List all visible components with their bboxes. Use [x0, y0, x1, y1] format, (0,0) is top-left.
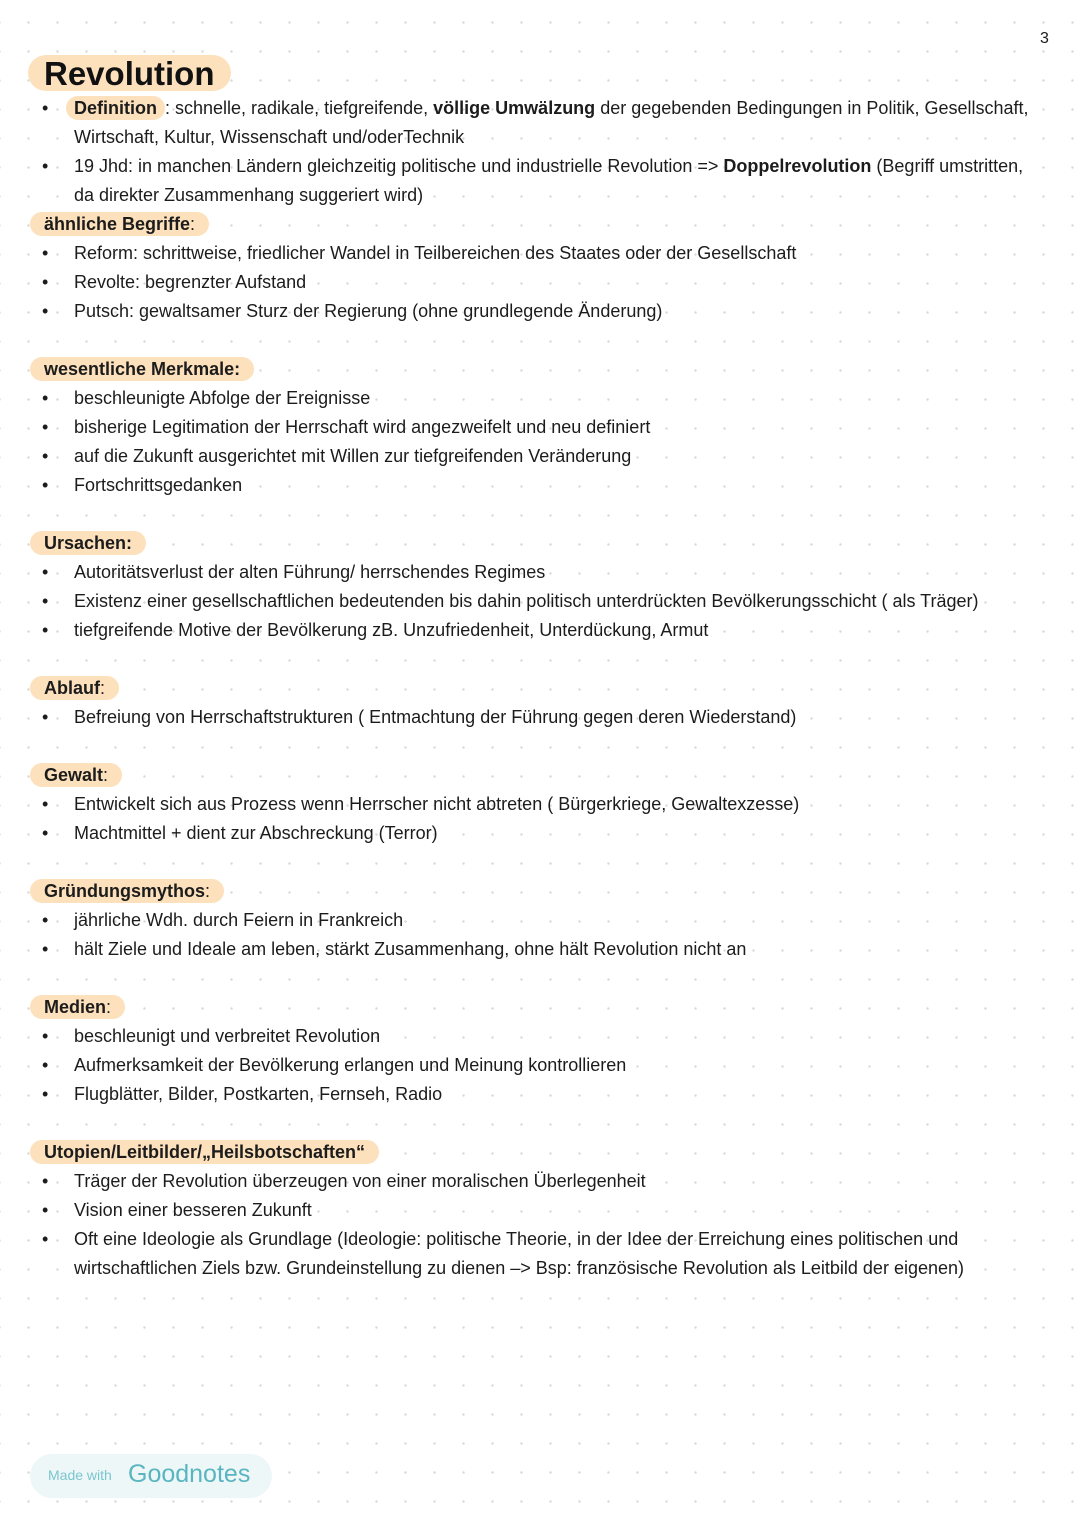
double-continuation: da direkter Zusammenhang suggeriert wird)	[74, 185, 424, 205]
section-heading-ablauf: Ablauf:	[44, 674, 119, 703]
definition-label: Definition	[66, 96, 165, 120]
utopien-continuation: wirtschaftlichen Ziels bzw. Grundeinstellung zu dienen –> Bsp: französische Revolution als Leitbild der eigenen)	[74, 1258, 964, 1278]
section-heading-aehnlich: ähnliche Begriffe:	[44, 210, 209, 239]
watermark-brand: Goodnotes	[128, 1460, 251, 1488]
double-text: (Begriff umstritten,	[871, 156, 1024, 176]
section-heading-gruendung: Gründungsmythos:	[44, 877, 224, 906]
bullet: •	[42, 156, 49, 176]
section-heading-ursachen: Ursachen:	[44, 529, 146, 558]
double-text: 19 Jhd: in manchen Ländern gleichzeitig politische und industrielle Revolution =>	[74, 156, 724, 176]
definition-text: der gegebenden Bedingungen in Politik, Gesellschaft,	[595, 98, 1029, 118]
section-heading-merkmale: wesentliche Merkmale:	[44, 355, 254, 384]
definition-emphasis: völlige Umwälzung	[433, 98, 596, 118]
watermark-made-with: Made with	[48, 1467, 112, 1483]
double-emphasis: Doppelrevolution	[723, 156, 872, 176]
goodnotes-watermark	[30, 1454, 272, 1498]
page-title: Revolution	[28, 55, 231, 91]
page-number: 3	[1040, 30, 1049, 47]
definition-continuation: Wirtschaft, Kultur, Wissenschaft und/oderTechnik	[74, 127, 465, 147]
section-heading-medien: Medien:	[44, 993, 125, 1022]
bullet: •	[42, 98, 49, 118]
definition-text: : schnelle, radikale, tiefgreifende,	[165, 98, 434, 118]
section-heading-utopien: Utopien/Leitbilder/„Heilsbotschaften“	[44, 1138, 379, 1167]
section-heading-gewalt: Gewalt:	[44, 761, 122, 790]
